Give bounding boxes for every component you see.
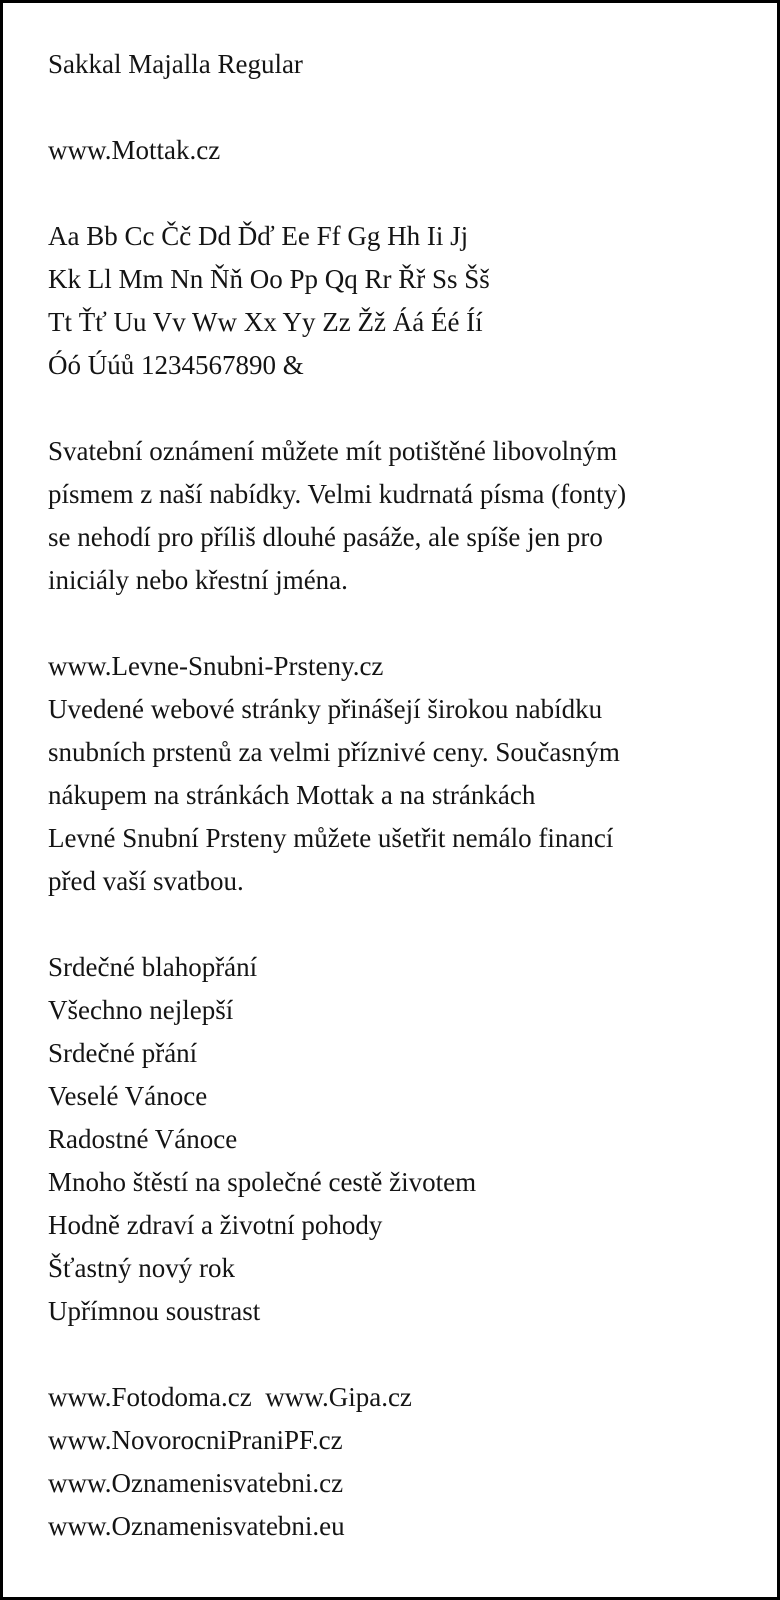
- paragraph-line: písmem z naší nabídky. Velmi kudrnatá písma (fonty): [48, 479, 627, 509]
- footer-links-block: [48, 1376, 737, 1548]
- paragraph-line: nákupem na stránkách Mottak a na stránkách: [48, 780, 536, 810]
- alphabet-line: Óó Úúů 1234567890 &: [48, 350, 304, 380]
- paragraph-line: snubních prstenů za velmi příznivé ceny. Současným: [48, 737, 620, 767]
- alphabet-specimen-block: [48, 215, 737, 387]
- paragraph-line: se nehodí pro příliš dlouhé pasáže, ale spíše jen pro: [48, 522, 603, 552]
- greetings-list: [48, 946, 737, 1333]
- intro-paragraph: [48, 430, 737, 602]
- paragraph-line: Levné Snubní Prsteny můžete ušetřit nemálo financí: [48, 823, 614, 853]
- greeting-item: Hodně zdraví a životní pohody: [48, 1210, 383, 1240]
- partner-paragraph: [48, 645, 737, 903]
- greeting-item: Veselé Vánoce: [48, 1081, 208, 1111]
- greeting-item: Srdečné blahopřání: [48, 952, 258, 982]
- footer-link-line: www.Fotodoma.cz www.Gipa.cz: [48, 1382, 412, 1412]
- greeting-item: Upřímnou soustrast: [48, 1296, 261, 1326]
- alphabet-line: Tt Ťť Uu Vv Ww Xx Yy Zz Žž Áá Éé Íí: [48, 307, 483, 337]
- greeting-item: Šťastný nový rok: [48, 1253, 236, 1283]
- footer-link-line: www.Oznamenisvatebni.eu: [48, 1511, 345, 1541]
- footer-link-line: www.Oznamenisvatebni.cz: [48, 1468, 344, 1498]
- paragraph-line: Uvedené webové stránky přinášejí širokou nabídku: [48, 694, 603, 724]
- paragraph-line: před vaší svatbou.: [48, 866, 244, 896]
- alphabet-line: Kk Ll Mm Nn Ňň Oo Pp Qq Rr Řř Ss Šš: [48, 264, 490, 294]
- footer-link-line: www.NovorocniPraniPF.cz: [48, 1425, 343, 1455]
- greeting-item: Mnoho štěstí na společné cestě životem: [48, 1167, 477, 1197]
- partner-site-url: www.Levne-Snubni-Prsteny.cz: [48, 651, 384, 681]
- primary-site-block: [48, 129, 737, 172]
- paragraph-line: iniciály nebo křestní jména.: [48, 565, 348, 595]
- greeting-item: Všechno nejlepší: [48, 995, 234, 1025]
- paragraph-line: Svatební oznámení můžete mít potištěné libovolným: [48, 436, 618, 466]
- alphabet-line: Aa Bb Cc Čč Dd Ďď Ee Ff Gg Hh Ii Jj: [48, 221, 469, 251]
- greeting-item: Srdečné přání: [48, 1038, 198, 1068]
- font-title-block: [48, 43, 737, 86]
- greeting-item: Radostné Vánoce: [48, 1124, 238, 1154]
- primary-site-url: www.Mottak.cz: [48, 135, 221, 165]
- font-title: Sakkal Majalla Regular: [48, 49, 303, 79]
